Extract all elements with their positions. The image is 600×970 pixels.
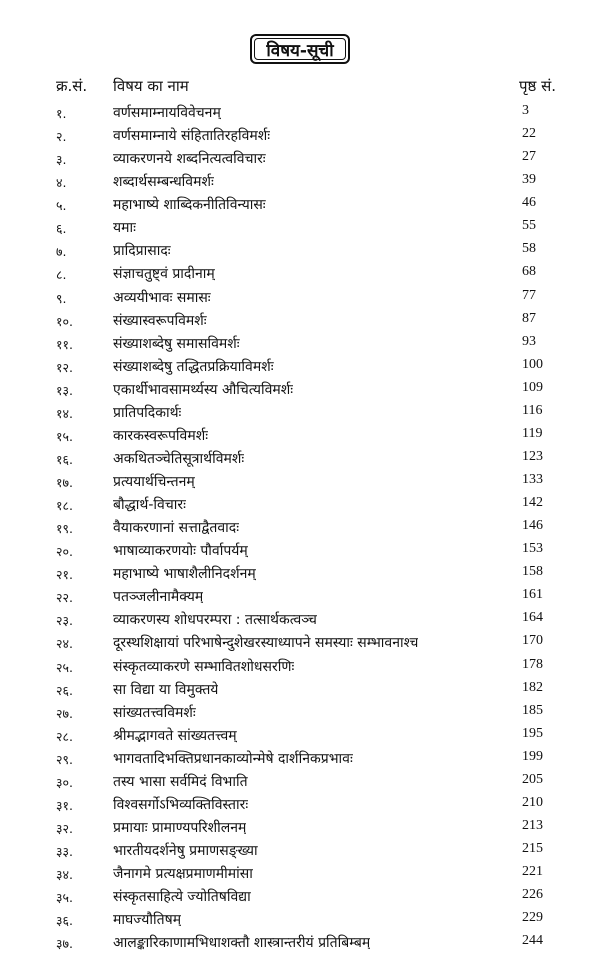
entry-title: भागवतादिभक्तिप्रधानकाव्योन्मेषे दार्शनिकप्रभावः — [113, 750, 353, 767]
toc-entry — [0, 171, 600, 194]
entry-page: 119 — [522, 425, 543, 441]
entry-page: 221 — [522, 864, 543, 880]
entry-title: भाषाव्याकरणयोः पौर्वापर्यम् — [113, 543, 248, 560]
entry-number: २१. — [56, 567, 73, 583]
entry-title: संज्ञाचतुष्ट्वं प्रादीनाम् — [113, 266, 215, 283]
entry-page: 178 — [522, 656, 543, 672]
entry-title: महाभाष्ये भाषाशैलीनिदर्शनम् — [113, 566, 256, 583]
entry-title: पतञ्जलीनामैक्यम् — [113, 589, 204, 606]
toc-entry — [0, 656, 600, 679]
entry-title: संख्याशब्देषु समासविमर्शः — [113, 335, 240, 352]
toc-entry — [0, 702, 600, 725]
entry-number: २०. — [56, 544, 73, 560]
entry-number: ३२. — [56, 820, 73, 836]
entry-number: २७. — [56, 705, 73, 721]
toc-entry — [0, 609, 600, 632]
entry-page: 182 — [522, 679, 543, 695]
entry-title: वर्णसमाम्नायविवेचनम् — [113, 105, 221, 121]
entry-number: १९. — [56, 521, 73, 537]
entry-title: कारकस्वरूपविमर्शः — [113, 427, 209, 444]
entry-page: 229 — [522, 910, 543, 926]
entry-number: ३३. — [56, 844, 73, 859]
entry-number: ३७. — [56, 936, 73, 952]
entry-number: २६. — [56, 682, 73, 698]
toc-entry — [0, 125, 600, 148]
entry-title: बौद्धार्थ-विचारः — [113, 497, 186, 514]
entry-page: 58 — [522, 241, 536, 257]
entry-title: व्याकरणनये शब्दनित्यत्वविचारः — [113, 151, 266, 168]
toc-entry — [0, 333, 600, 356]
entry-title: सा विद्या या विमुक्तये — [113, 681, 219, 698]
entry-title: शब्दार्थसम्बन्धविमर्शः — [113, 174, 214, 191]
entry-page: 226 — [522, 887, 543, 903]
title-box — [250, 34, 350, 64]
toc-entry — [0, 471, 600, 494]
entry-number: ३५. — [56, 890, 73, 906]
toc-entry — [0, 287, 600, 310]
toc-entry — [0, 863, 600, 886]
entry-number: १३. — [56, 382, 73, 398]
entry-page: 158 — [522, 564, 543, 580]
toc-entry — [0, 310, 600, 333]
toc-entry — [0, 632, 600, 655]
entry-page: 39 — [522, 172, 536, 188]
entry-number: २२. — [56, 590, 73, 606]
entry-page: 205 — [522, 771, 543, 787]
entry-number: १२. — [56, 359, 73, 375]
entry-number: २९. — [56, 751, 73, 767]
entry-title: प्रमायाः प्रामाण्यपरिशीलनम् — [113, 819, 247, 836]
toc-entry — [0, 379, 600, 402]
entry-title: संस्कृतसाहित्ये ज्योतिषविद्या — [113, 889, 251, 906]
entry-page: 109 — [522, 379, 543, 395]
entry-page: 68 — [522, 264, 536, 280]
toc-entry — [0, 240, 600, 263]
toc-entry — [0, 909, 600, 932]
toc-entry — [0, 102, 600, 125]
toc-entry — [0, 517, 600, 540]
entry-page: 199 — [522, 748, 543, 764]
entry-title: सांख्यतत्त्वविमर्शः — [113, 704, 196, 721]
toc-entry — [0, 425, 600, 448]
entry-number: १४. — [56, 405, 73, 421]
toc-entry — [0, 402, 600, 425]
entry-title: विश्वसर्गोऽभिव्यक्तिविस्तारः — [113, 796, 249, 813]
toc-entry — [0, 217, 600, 240]
entry-number: १०. — [56, 313, 73, 329]
entry-title: जैनागमे प्रत्यक्षप्रमाणमीमांसा — [113, 866, 253, 883]
entry-title: प्रातिपदिकार्थः — [113, 404, 182, 421]
entry-number: ३०. — [56, 774, 73, 790]
entry-number: २४. — [56, 636, 73, 652]
page-title: विषय-सूची — [266, 40, 334, 61]
entry-page: 46 — [522, 195, 536, 211]
entry-title: वर्णसमाम्नाये संहितातिरहविमर्शः — [113, 128, 271, 145]
entry-number: २३. — [56, 613, 73, 629]
entry-page: 146 — [522, 518, 543, 534]
toc-entry — [0, 886, 600, 909]
entry-page: 195 — [522, 725, 543, 741]
entry-page: 22 — [522, 126, 536, 142]
entry-number: १५. — [56, 428, 73, 444]
entry-title: संस्कृतव्याकरणे सम्भावितशोधसरणिः — [113, 658, 295, 675]
toc-entry — [0, 679, 600, 702]
entry-number: १. — [56, 106, 67, 121]
entry-page: 100 — [522, 356, 543, 372]
entry-page: 164 — [522, 610, 543, 626]
entry-number: ७. — [56, 244, 67, 260]
entry-number: ५. — [56, 198, 67, 214]
entry-title: व्याकरणस्य शोधपरम्परा : तत्सार्थकत्वञ्च — [113, 612, 317, 629]
entry-page: 93 — [522, 333, 536, 349]
entry-page: 3 — [522, 103, 529, 118]
toc-entry — [0, 448, 600, 471]
toc-entry — [0, 932, 600, 955]
entry-number: ३६. — [56, 913, 73, 929]
entry-page: 123 — [522, 448, 543, 464]
toc-entry — [0, 563, 600, 586]
entry-page: 87 — [522, 310, 536, 326]
entry-number: ४. — [56, 175, 67, 191]
contents-list — [0, 102, 600, 955]
entry-number: १७. — [56, 475, 73, 490]
entry-page: 116 — [522, 402, 543, 418]
entry-title: संख्याशब्देषु तद्धितप्रक्रियाविमर्शः — [113, 358, 274, 375]
toc-entry — [0, 771, 600, 794]
entry-number: १८. — [56, 498, 73, 514]
entry-page: 27 — [522, 149, 536, 165]
entry-number: ९. — [56, 290, 67, 306]
header-subject: विषय का नाम — [113, 77, 189, 95]
entry-page: 55 — [522, 218, 536, 234]
entry-title: महाभाष्ये शाब्दिकनीतिविन्यासः — [113, 197, 266, 214]
entry-number: ११. — [56, 336, 73, 352]
entry-title: एकार्थीभावसामर्थ्यस्य औचित्यविमर्शः — [113, 381, 294, 398]
entry-number: २८. — [56, 728, 73, 744]
entry-page: 215 — [522, 841, 543, 856]
entry-title: भारतीयदर्शनेषु प्रमाणसङ्ख्या — [113, 843, 258, 859]
toc-entry — [0, 494, 600, 517]
toc-entry — [0, 540, 600, 563]
entry-page: 213 — [522, 817, 543, 833]
entry-title: प्रत्ययार्थचिन्तनम् — [113, 474, 195, 490]
entry-title: तस्य भासा सर्वमिदं विभाति — [113, 773, 248, 790]
toc-entry — [0, 148, 600, 171]
entry-page: 210 — [522, 794, 543, 810]
entry-title: यमाः — [113, 220, 136, 237]
entry-page: 161 — [522, 587, 543, 603]
header-serial: क्र.सं. — [56, 77, 88, 95]
entry-title: अकथितञ्चेतिसूत्रार्थविमर्शः — [113, 450, 245, 467]
entry-number: १६. — [56, 451, 73, 467]
entry-number: ६. — [56, 221, 67, 237]
toc-entry — [0, 725, 600, 748]
entry-page: 153 — [522, 541, 543, 557]
toc-entry — [0, 794, 600, 817]
entry-title: आलङ्कारिकाणामभिधाशक्तौ शास्त्रान्तरीयं प्रतिबिम्बम् — [113, 935, 371, 952]
toc-entry — [0, 586, 600, 609]
toc-entry — [0, 748, 600, 771]
entry-title: श्रीमद्भागवते सांख्यतत्त्वम् — [113, 727, 237, 744]
entry-title: दूरस्थशिक्षायां परिभाषेन्दुशेखरस्याध्यापने समस्याः सम्भावनाश्च — [113, 635, 419, 652]
toc-entry — [0, 356, 600, 379]
entry-number: ३४. — [56, 867, 73, 883]
entry-number: २५. — [56, 659, 73, 675]
entry-title: वैयाकरणानां सत्ताद्वैतवादः — [113, 520, 240, 537]
entry-number: ८. — [56, 267, 67, 283]
entry-page: 244 — [522, 933, 543, 949]
entry-title: प्रादिप्रासादः — [113, 243, 171, 260]
entry-title: माघज्यौतिषम् — [113, 912, 182, 929]
entry-page: 185 — [522, 702, 543, 718]
entry-title: संख्यास्वरूपविमर्शः — [113, 312, 207, 329]
toc-entry — [0, 263, 600, 286]
toc-entry — [0, 194, 600, 217]
entry-page: 133 — [522, 472, 543, 487]
toc-entry — [0, 840, 600, 863]
entry-number: ३१. — [56, 797, 73, 813]
entry-number: २. — [56, 129, 67, 145]
entry-title: अव्ययीभावः समासः — [113, 289, 211, 306]
entry-page: 77 — [522, 287, 536, 303]
entry-page: 142 — [522, 495, 543, 511]
header-page: पृष्ठ सं. — [519, 77, 557, 95]
entry-number: ३. — [56, 152, 67, 168]
toc-entry — [0, 817, 600, 840]
entry-page: 170 — [522, 633, 543, 649]
